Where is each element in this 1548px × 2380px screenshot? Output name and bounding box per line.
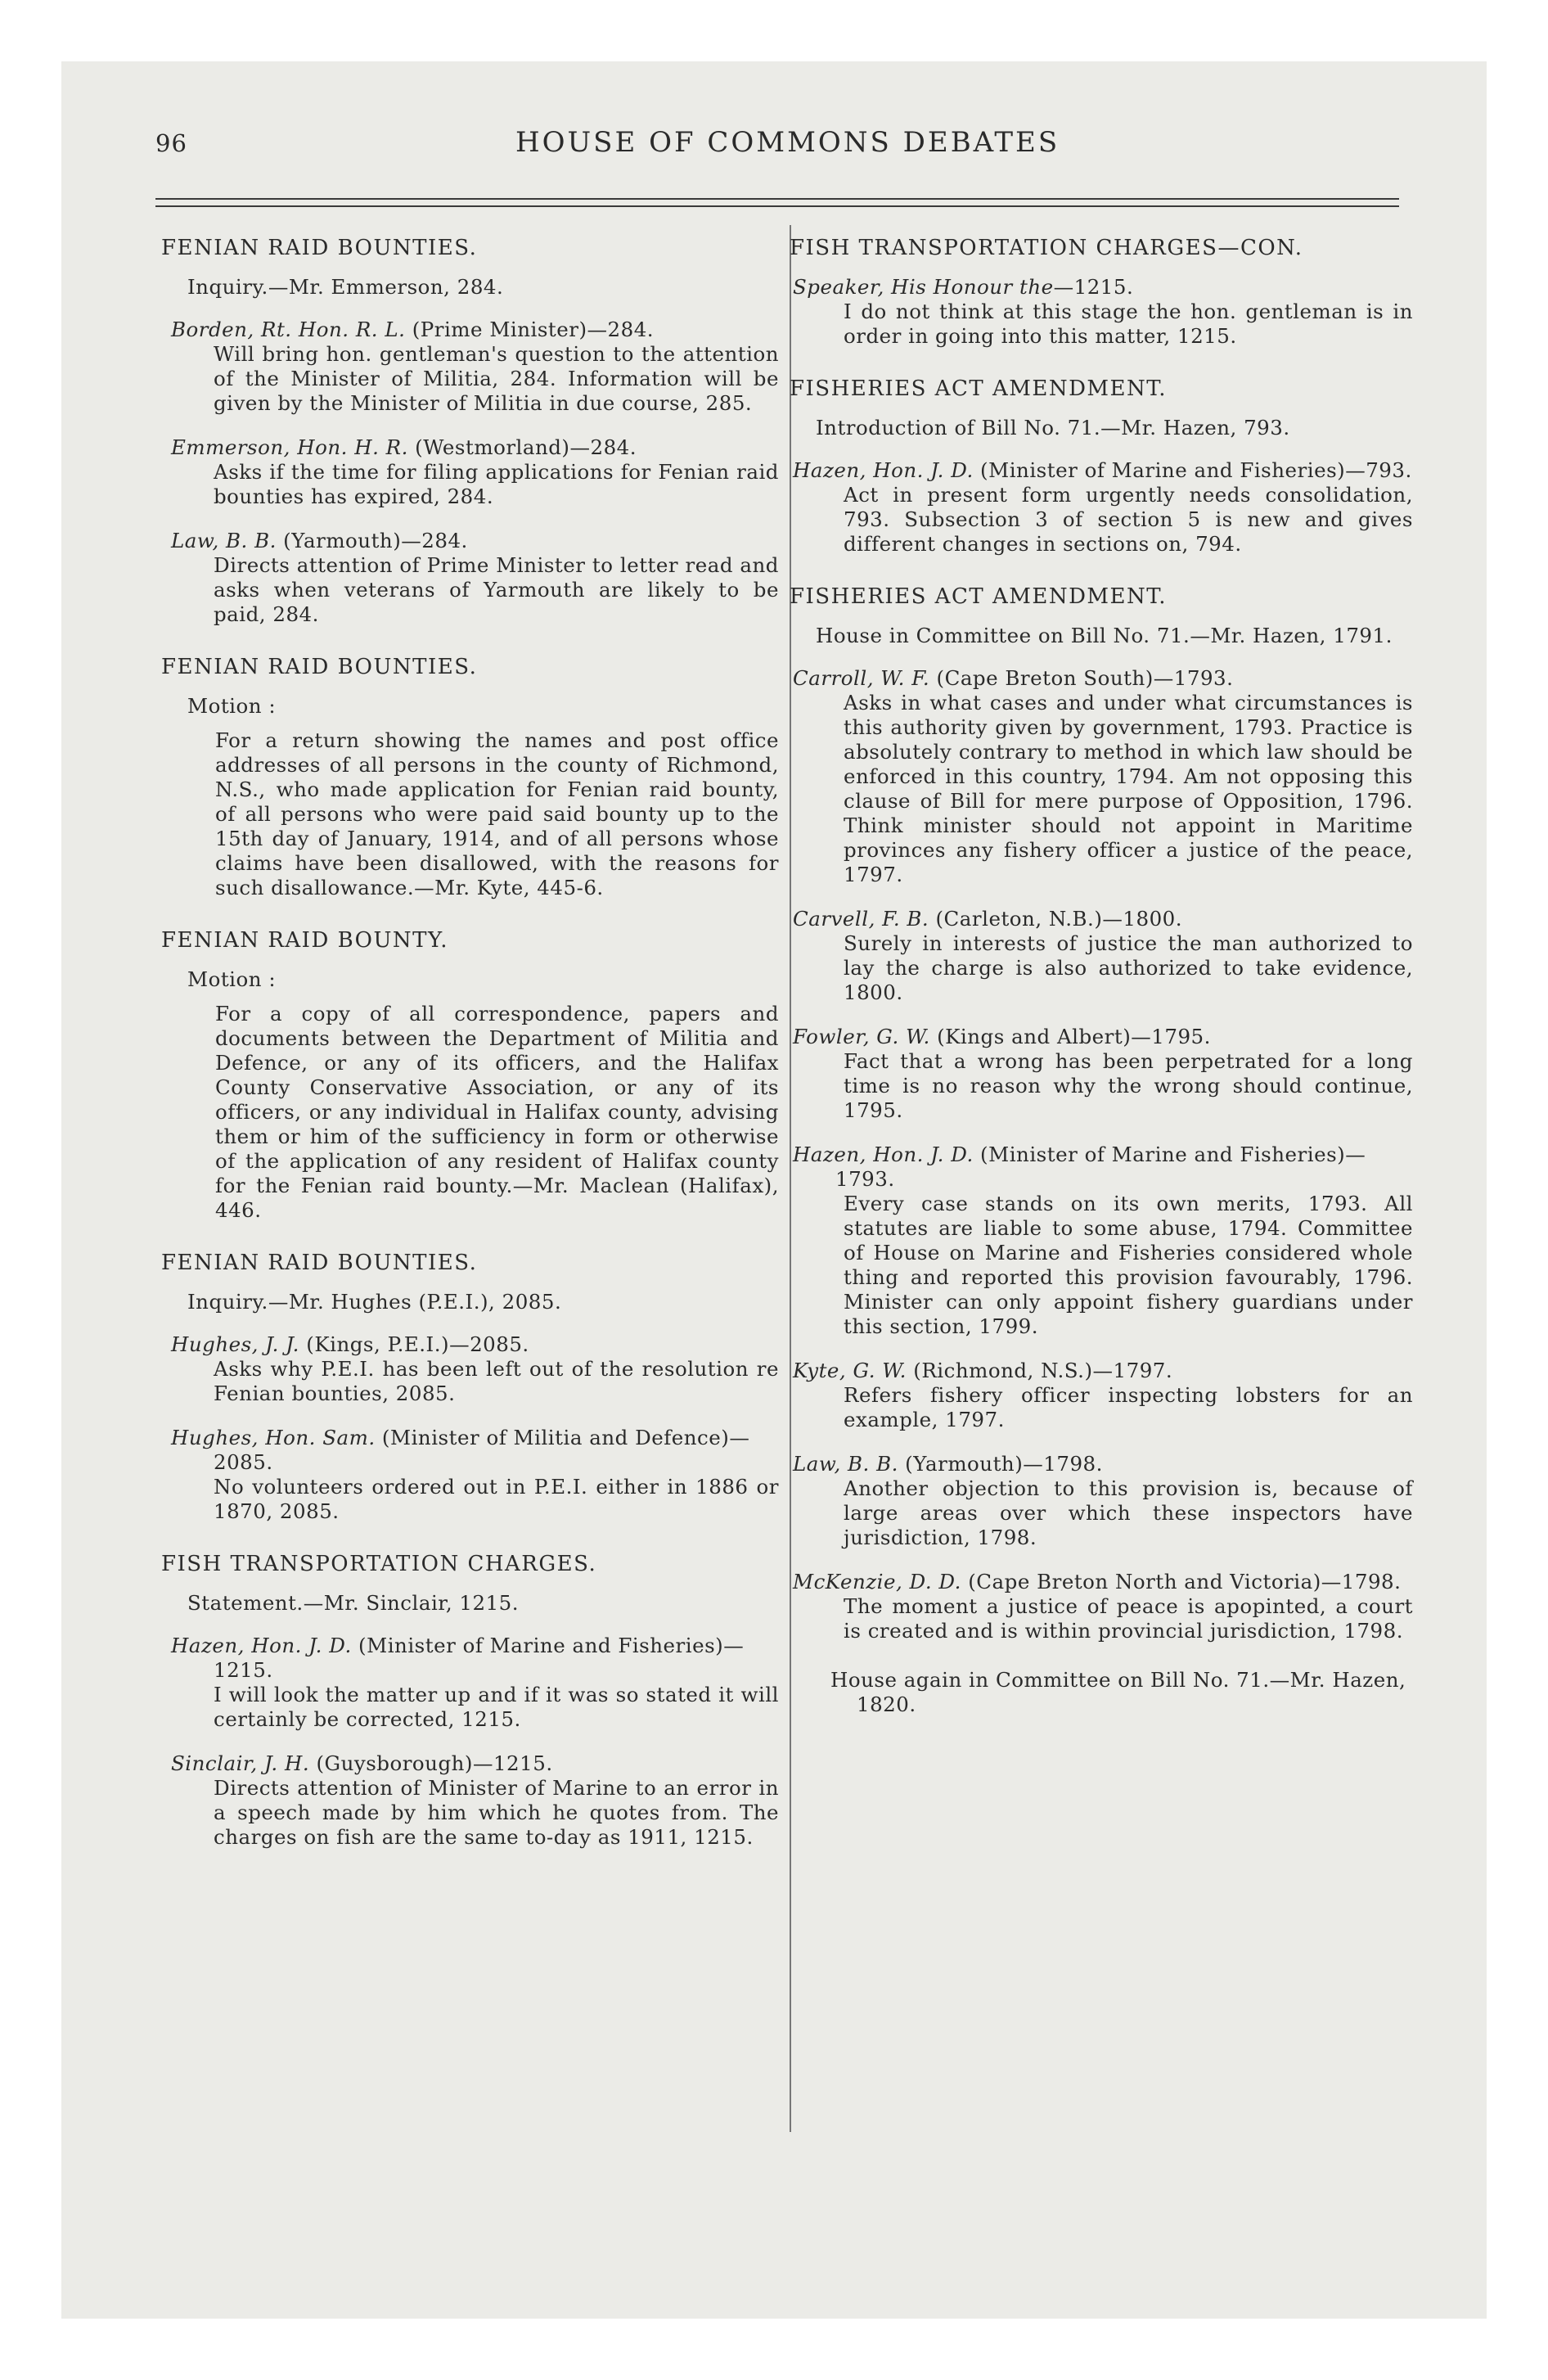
speaker-entry: [790, 1570, 1413, 1643]
section-heading: FISHERIES ACT AMENDMENT.: [790, 584, 1168, 609]
index-section: [161, 1552, 779, 1850]
mover-line: House in Committee on Bill No. 71.—Mr. Hazen, 1791.: [816, 624, 1393, 647]
section-heading: FENIAN RAID BOUNTY.: [161, 928, 449, 953]
speaker-info: (Yarmouth)—1798.: [898, 1452, 1103, 1476]
right-column: [790, 236, 1413, 1717]
speaker-remark: Directs attention of Prime Minister to letter read and asks when veterans of Yarmouth are likely to be paid, 284.: [214, 553, 779, 626]
section-heading: FENIAN RAID BOUNTIES.: [161, 1251, 478, 1275]
speaker-info: (Guysborough)—1215.: [309, 1751, 553, 1775]
speaker-line: [793, 1025, 1413, 1049]
speaker-line: [171, 1751, 779, 1776]
speaker-entry: [161, 1426, 779, 1524]
speaker-entry: [790, 458, 1413, 557]
speaker-info: (Yarmouth)—284.: [276, 529, 468, 552]
index-section: [161, 1251, 779, 1524]
speaker-info: (Cape Breton North and Victoria)—1798.: [961, 1570, 1402, 1593]
speaker-remark: Directs attention of Minister of Marine to an error in a speech made by him which he quotes from. The charges on fish are the same to-day as 1911, 1215.: [214, 1776, 779, 1849]
speaker-line: [171, 318, 779, 342]
speaker-entry: [161, 435, 779, 509]
speaker-name: Law, B. B.: [171, 529, 277, 552]
speaker-name: Law, B. B.: [793, 1452, 898, 1476]
speaker-info: (Minister of Marine and Fisheries)—793.: [973, 458, 1412, 482]
speaker-name: Borden, Rt. Hon. R. L.: [171, 318, 406, 341]
index-section: [790, 236, 1413, 349]
speaker-remark: Every case stands on its own merits, 1793. All statutes are liable to some abuse, 1794. Committee of House on Marine and Fisheries considered whole thing and reported this provision favourably, 1796. Minister can only appoint fishery guardians under this section, 1799.: [844, 1192, 1413, 1338]
speaker-line: [793, 1452, 1413, 1476]
speaker-remark: Refers fishery officer inspecting lobsters for an example, 1797.: [844, 1383, 1413, 1431]
speaker-name: Hughes, J. J.: [171, 1332, 299, 1356]
speaker-entry: [161, 529, 779, 627]
speaker-entry: [790, 1025, 1413, 1123]
left-column: [161, 236, 779, 1869]
speaker-remark: Asks if the time for filing applications for Fenian raid bounties has expired, 284.: [214, 460, 779, 508]
speaker-info: (Kings, P.E.I.)—2085.: [299, 1332, 529, 1356]
section-heading: FISH TRANSPORTATION CHARGES—CON.: [790, 236, 1303, 260]
section-heading: FISH TRANSPORTATION CHARGES.: [161, 1552, 597, 1576]
speaker-entry: [790, 907, 1413, 1005]
speaker-remark: Fact that a wrong has been perpetrated for a long time is no reason why the wrong should continue, 1795.: [844, 1049, 1413, 1122]
header-rule: [155, 198, 1399, 200]
speaker-entry: [790, 1359, 1413, 1432]
speaker-info: —1215.: [1053, 275, 1134, 299]
motion-text: For a return showing the names and post office addresses of all persons in the county of Richmond, N.S., who made application for Fenian raid bounty, of all persons who were paid said bounty up to the 15th day of January, 1914, and of all persons whose claims have been disallowed, with the reasons for such disallowance.—Mr. Kyte, 445-6.: [215, 728, 779, 899]
speaker-remark: Act in present form urgently needs consolidation, 793. Subsection 3 of section 5 is new and gives different changes in sections on, 794.: [844, 483, 1413, 556]
speaker-info: (Minister of Militia and Defence)—2085.: [214, 1426, 750, 1474]
speaker-name: McKenzie, D. D.: [793, 1570, 961, 1593]
page-number: 96: [155, 129, 187, 157]
motion-text: For a copy of all correspondence, papers and documents between the Department of Militia and Defence, or any of its officers, and the Halifax County Conservative Association, or any of its officers, or any individual in Halifax county, advising them or him of the sufficiency in form or otherwise of the application of any resident of Halifax county for the Fenian raid bounty.—Mr. Maclean (Halifax), 446.: [215, 1002, 779, 1222]
speaker-line: [793, 907, 1413, 931]
speaker-line: [793, 1143, 1413, 1192]
index-section: [161, 928, 779, 1223]
speaker-entry: [161, 1332, 779, 1406]
speaker-line: [793, 275, 1413, 300]
speaker-entry: [790, 1143, 1413, 1339]
speaker-remark: The moment a justice of peace is apopinted, a court is created and is within provincial jurisdiction, 1798.: [844, 1594, 1413, 1643]
speaker-entry: [790, 275, 1413, 349]
speaker-line: [793, 1359, 1413, 1383]
speaker-remark: I do not think at this stage the hon. gentleman is in order in going into this matter, 1215.: [844, 300, 1413, 348]
speaker-name: Fowler, G. W.: [793, 1025, 930, 1048]
running-title: HOUSE OF COMMONS DEBATES: [515, 126, 1060, 159]
mover-line: Introduction of Bill No. 71.—Mr. Hazen, 793.: [816, 416, 1290, 439]
speaker-info: (Westmorland)—284.: [407, 435, 637, 459]
page-header: [155, 123, 1407, 172]
speaker-info: (Cape Breton South)—1793.: [929, 666, 1234, 690]
speaker-name: Kyte, G. W.: [793, 1359, 907, 1382]
speaker-name: Hazen, Hon. J. D.: [793, 458, 974, 482]
speaker-remark: Surely in interests of justice the man authorized to lay the charge is also authorized to take evidence, 1800.: [844, 931, 1413, 1004]
speaker-remark: Asks why P.E.I. has been left out of the resolution re Fenian bounties, 2085.: [214, 1357, 779, 1405]
section-heading: FISHERIES ACT AMENDMENT.: [790, 376, 1168, 401]
speaker-entry: [161, 318, 779, 416]
speaker-line: [171, 435, 779, 460]
speaker-line: [793, 458, 1413, 483]
speaker-name: Hazen, Hon. J. D.: [793, 1143, 974, 1166]
speaker-line: [171, 1426, 779, 1475]
index-section: [790, 584, 1413, 1717]
speaker-remark: Another objection to this provision is, because of large areas over which these inspectors have jurisdiction, 1798.: [844, 1476, 1413, 1549]
speaker-info: (Minister of Marine and Fisheries)—1793.: [835, 1143, 1366, 1191]
speaker-name: Speaker, His Honour the: [793, 275, 1054, 299]
speaker-name: Sinclair, J. H.: [171, 1751, 310, 1775]
speaker-info: (Carleton, N.B.)—1800.: [929, 907, 1183, 931]
header-rule-double: [155, 205, 1399, 207]
section-heading: FENIAN RAID BOUNTIES.: [161, 236, 478, 260]
speaker-remark: I will look the matter up and if it was so stated it will certainly be corrected, 1215.: [214, 1683, 779, 1731]
motion-label: Motion :: [187, 967, 277, 991]
speaker-line: [793, 1570, 1413, 1594]
speaker-remark: Will bring hon. gentleman's question to the attention of the Minister of Militia, 284. Information will be given by the Minister of Militia in due course, 285.: [214, 342, 779, 415]
speaker-name: Hazen, Hon. J. D.: [171, 1634, 352, 1657]
speaker-entry: [790, 1452, 1413, 1550]
index-section: [161, 655, 779, 900]
speaker-line: [171, 529, 779, 553]
speaker-entry: [790, 666, 1413, 887]
speaker-remark: Asks in what cases and under what circumstances is this authority given by government, 1793. Practice is absolutely contrary to method in which law should be enforced in this country, 1794. Am not opposing this clause of Bill for mere purpose of Opposition, 1796. Think minister should not appoint in Maritime provinces any fishery officer a justice of the peace, 1797.: [844, 691, 1413, 886]
mover-line: Inquiry.—Mr. Emmerson, 284.: [187, 275, 504, 299]
motion-label: Motion :: [187, 694, 277, 718]
index-section: [161, 236, 779, 627]
speaker-line: [171, 1332, 779, 1357]
speaker-info: (Richmond, N.S.)—1797.: [906, 1359, 1173, 1382]
index-section: [790, 376, 1413, 557]
speaker-line: [793, 666, 1413, 691]
mover-line: Inquiry.—Mr. Hughes (P.E.I.), 2085.: [187, 1290, 562, 1314]
speaker-name: Carroll, W. F.: [793, 666, 930, 690]
speaker-entry: [161, 1751, 779, 1850]
speaker-info: (Prime Minister)—284.: [405, 318, 655, 341]
trailer-line: House again in Committee on Bill No. 71.—Mr. Hazen, 1820.: [830, 1668, 1406, 1716]
speaker-entry: [161, 1634, 779, 1732]
speaker-name: Carvell, F. B.: [793, 907, 929, 931]
speaker-info: (Kings and Albert)—1795.: [929, 1025, 1211, 1048]
speaker-name: Hughes, Hon. Sam.: [171, 1426, 376, 1449]
speaker-remark: No volunteers ordered out in P.E.I. either in 1886 or 1870, 2085.: [214, 1475, 779, 1523]
mover-line: Statement.—Mr. Sinclair, 1215.: [187, 1591, 520, 1615]
speaker-info: (Minister of Marine and Fisheries)—1215.: [214, 1634, 745, 1682]
speaker-name: Emmerson, Hon. H. R.: [171, 435, 408, 459]
section-heading: FENIAN RAID BOUNTIES.: [161, 655, 478, 679]
speaker-line: [171, 1634, 779, 1683]
